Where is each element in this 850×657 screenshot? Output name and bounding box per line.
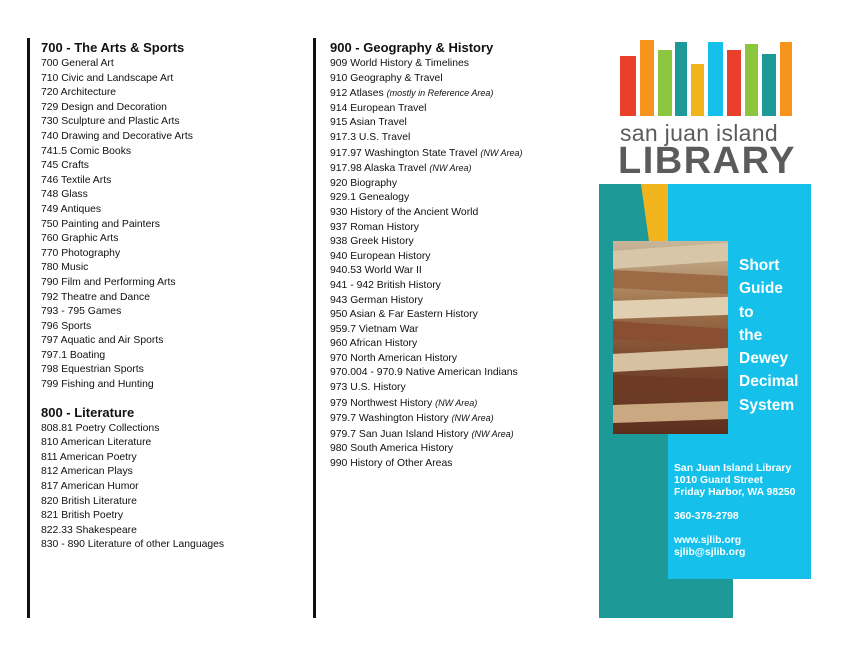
logo-bar: [658, 50, 672, 116]
title-line: Short: [739, 257, 780, 274]
dewey-column-900: [330, 40, 523, 472]
class-label: 746 Textile Arts: [41, 174, 112, 186]
class-label: 750 Painting and Painters: [41, 218, 161, 230]
class-label: 729 Design and Decoration: [41, 101, 167, 113]
list-item: [330, 279, 523, 294]
class-label: 973 U.S. History: [330, 382, 406, 394]
logo-bar: [780, 42, 792, 116]
list-item: [41, 203, 224, 218]
logo-bar: [727, 50, 741, 116]
list-item: [41, 291, 224, 306]
class-label: 920 Biography: [330, 177, 398, 189]
class-label: 912 Atlases: [330, 88, 384, 100]
class-label: 822.33 Shakespeare: [41, 524, 137, 536]
library-email: sjlib@sjlib.org: [674, 547, 746, 558]
list-item: [41, 261, 224, 276]
list-item: [41, 86, 224, 101]
list-item: [41, 145, 224, 160]
list-item: [41, 422, 224, 437]
class-label: 909 World History & Timelines: [330, 58, 469, 69]
class-label: 808.81 Poetry Collections: [41, 422, 160, 434]
class-label: 799 Fishing and Hunting: [41, 379, 154, 391]
class-label: 938 Greek History: [330, 236, 414, 248]
logo-bar: [762, 54, 776, 116]
library-logo-bars: [620, 40, 790, 116]
location-note: (NW Area): [471, 428, 514, 439]
class-label: 990 History of Other Areas: [330, 458, 453, 470]
title-line: to: [739, 303, 754, 321]
class-label: 917.98 Alaska Travel: [330, 163, 427, 175]
class-list: [330, 57, 523, 472]
class-list: [41, 57, 224, 393]
class-label: 970.004 - 970.9 Native American Indians: [330, 367, 518, 379]
list-item: [41, 159, 224, 174]
class-label: 980 South America History: [330, 443, 454, 455]
left-column-rule: [27, 38, 30, 618]
class-label: 710 Civic and Landscape Art: [41, 72, 174, 84]
location-note: (NW Area): [429, 163, 472, 174]
class-label: 760 Graphic Arts: [41, 233, 119, 245]
library-name: San Juan Island Library: [674, 463, 792, 474]
class-label: 830 - 890 Literature of other Languages: [41, 539, 225, 551]
location-note: (mostly in Reference Area): [386, 88, 494, 99]
list-item: [41, 276, 224, 291]
class-label: 915 Asian Travel: [330, 117, 407, 129]
list-item: [330, 86, 523, 102]
guide-title: [739, 254, 798, 417]
list-item: [330, 191, 523, 206]
list-item: [330, 57, 523, 72]
class-label: 812 American Plays: [41, 466, 133, 478]
class-label: 979.7 Washington History: [330, 413, 449, 425]
title-line: Dewey: [739, 350, 789, 368]
list-item: [330, 337, 523, 352]
class-list: [41, 422, 224, 553]
class-label: 797.1 Boating: [41, 349, 106, 361]
class-label: 790 Film and Performing Arts: [41, 276, 176, 288]
list-item: [41, 363, 224, 378]
library-website: www.sjlib.org: [674, 535, 742, 546]
class-label: 929.1 Genealogy: [330, 192, 410, 204]
list-item: [41, 72, 224, 87]
class-label: 917.97 Washington State Travel: [330, 147, 478, 159]
class-label: 943 German History: [330, 294, 423, 306]
class-label: 780 Music: [41, 262, 89, 274]
list-item: [330, 177, 523, 192]
class-label: 950 Asian & Far Eastern History: [330, 309, 478, 321]
title-line: the: [739, 326, 763, 344]
class-label: 914 European Travel: [330, 102, 427, 114]
logo-bar: [675, 42, 687, 116]
list-item: [330, 250, 523, 265]
list-item: [330, 457, 523, 472]
list-item: [41, 436, 224, 451]
list-item: [330, 221, 523, 236]
list-item: [41, 378, 224, 393]
title-line: Decimal: [739, 373, 799, 391]
list-item: [41, 524, 224, 539]
class-label: 748 Glass: [41, 189, 88, 201]
list-item: [41, 305, 224, 320]
list-item: [330, 206, 523, 221]
list-item: [330, 235, 523, 250]
logo-bar: [691, 64, 704, 116]
section-heading: 700 - The Arts & Sports: [41, 40, 185, 55]
class-label: 970 North American History: [330, 352, 458, 364]
list-item: [330, 308, 523, 323]
class-label: 817 American Humor: [41, 481, 139, 493]
list-item: [330, 396, 523, 412]
library-street: 1010 Guard Street: [674, 475, 763, 486]
list-item: [41, 115, 224, 130]
class-label: 959.7 Vietnam War: [330, 323, 419, 335]
list-item: [41, 188, 224, 203]
dewey-column-700-800: [41, 40, 224, 553]
list-item: [330, 72, 523, 87]
class-label: 821 British Poetry: [41, 510, 124, 522]
list-item: [330, 323, 523, 338]
list-item: [41, 334, 224, 349]
location-note: (NW Area): [480, 147, 523, 158]
class-label: 793 - 795 Games: [41, 306, 122, 318]
list-item: [330, 146, 523, 162]
class-label: 937 Roman History: [330, 221, 419, 233]
list-item: [41, 465, 224, 480]
list-item: [41, 451, 224, 466]
logo-subtitle: san juan island: [620, 120, 778, 146]
list-item: [330, 116, 523, 131]
list-item: [330, 264, 523, 279]
logo-bar: [708, 42, 723, 116]
list-item: [41, 130, 224, 145]
logo-bar: [640, 40, 654, 116]
class-label: 798 Equestrian Sports: [41, 364, 144, 376]
class-label: 940 European History: [330, 250, 431, 262]
class-label: 797 Aquatic and Air Sports: [41, 335, 164, 347]
list-item: [330, 442, 523, 457]
list-item: [41, 247, 224, 262]
location-note: (NW Area): [435, 397, 478, 408]
list-item: [330, 131, 523, 146]
library-phone: 360-378-2798: [674, 511, 739, 522]
class-label: 960 African History: [330, 338, 418, 350]
list-item: [41, 101, 224, 116]
logo-wordmark: LIBRARY: [618, 140, 796, 182]
section-heading: 900 - Geography & History: [330, 40, 494, 55]
class-label: 979 Northwest History: [330, 397, 433, 409]
middle-column-rule: [313, 38, 316, 618]
class-label: 811 American Poetry: [41, 451, 137, 463]
list-item: [330, 411, 523, 427]
class-label: 917.3 U.S. Travel: [330, 131, 411, 143]
stacked-books-image: [613, 241, 728, 434]
class-label: 796 Sports: [41, 320, 92, 332]
class-label: 740 Drawing and Decorative Arts: [41, 130, 193, 142]
class-label: 730 Sculpture and Plastic Arts: [41, 116, 180, 128]
class-label: 749 Antiques: [41, 203, 102, 215]
library-city: Friday Harbor, WA 98250: [674, 487, 796, 498]
list-item: [330, 294, 523, 309]
list-item: [330, 102, 523, 117]
class-label: 979.7 San Juan Island History: [330, 428, 469, 440]
list-item: [41, 538, 224, 553]
list-item: [41, 509, 224, 524]
title-line: System: [739, 396, 795, 414]
list-item: [41, 349, 224, 364]
class-label: 910 Geography & Travel: [330, 72, 443, 84]
title-line: Guide: [739, 280, 783, 298]
class-label: 941 - 942 British History: [330, 279, 441, 291]
class-label: 720 Architecture: [41, 87, 117, 99]
list-item: [330, 366, 523, 381]
section-heading: 800 - Literature: [41, 404, 135, 420]
class-label: 820 British Literature: [41, 495, 137, 507]
list-item: [41, 57, 224, 72]
class-label: 700 General Art: [41, 58, 114, 69]
list-item: [330, 427, 523, 443]
class-label: 930 History of the Ancient World: [330, 206, 479, 218]
list-item: [41, 232, 224, 247]
list-item: [41, 320, 224, 335]
class-label: 770 Photography: [41, 247, 121, 259]
logo-bar: [745, 44, 758, 116]
list-item: [41, 495, 224, 510]
logo-bar: [620, 56, 636, 116]
list-item: [41, 174, 224, 189]
class-label: 792 Theatre and Dance: [41, 291, 150, 303]
location-note: (NW Area): [451, 413, 494, 424]
list-item: [330, 161, 523, 177]
class-label: 940.53 World War II: [330, 265, 422, 277]
library-contact: [674, 463, 795, 559]
list-item: [330, 352, 523, 367]
list-item: [41, 218, 224, 233]
list-item: [330, 381, 523, 396]
class-label: 745 Crafts: [41, 160, 89, 172]
list-item: [41, 480, 224, 495]
class-label: 810 American Literature: [41, 437, 152, 449]
class-label: 741.5 Comic Books: [41, 145, 132, 157]
